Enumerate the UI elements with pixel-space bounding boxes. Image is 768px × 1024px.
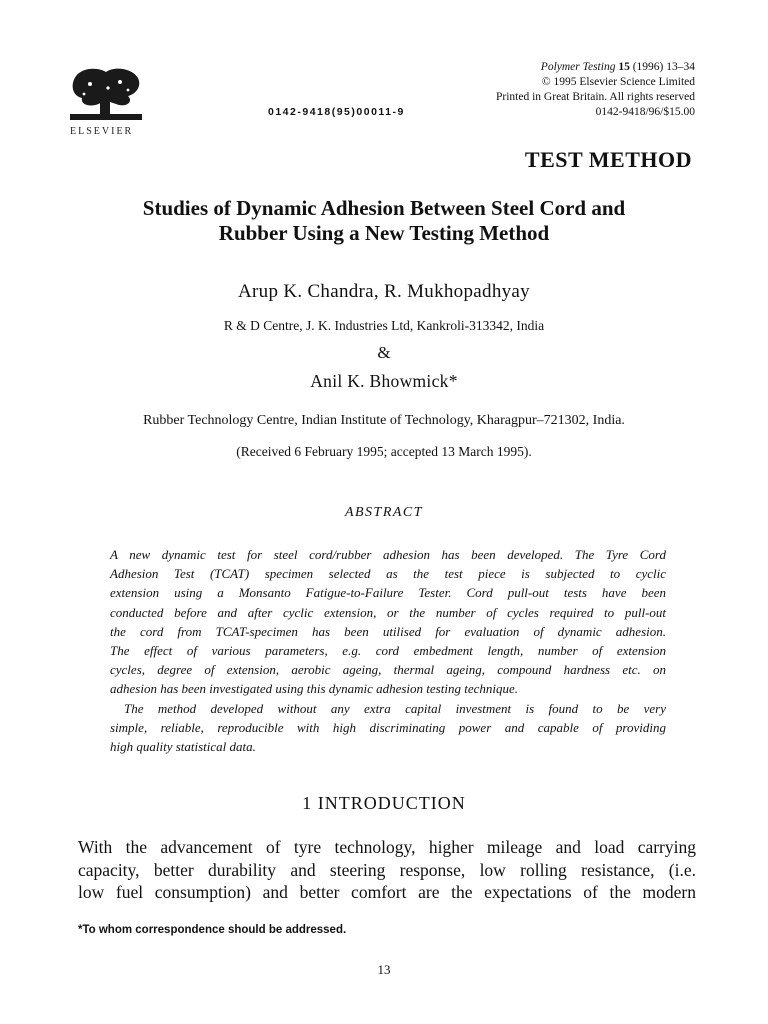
abstract-line: Adhesion Test (TCAT) specimen selected as the test piece is subjected to cyclic xyxy=(110,566,666,582)
title-line: Studies of Dynamic Adhesion Between Steel Cord and xyxy=(142,196,626,220)
publisher-logo-text: ELSEVIER xyxy=(70,126,134,137)
correspondence-footnote: *To whom correspondence should be addressed. xyxy=(78,924,347,936)
journal-info xyxy=(496,60,695,120)
ampersand: & xyxy=(377,343,391,362)
introduction-heading: 1 INTRODUCTION xyxy=(302,793,466,813)
abstract-line: The method developed without any extra capital investment is found to be very xyxy=(124,700,666,716)
page-number: 13 xyxy=(377,962,391,977)
journal-citation xyxy=(496,60,695,75)
elsevier-tree-icon xyxy=(70,64,142,120)
abstract-line: the cord from TCAT-specimen has been utilised for evaluation of dynamic adhesion. xyxy=(110,623,666,639)
authors-secondary: Anil K. Bhowmick* xyxy=(310,371,458,391)
article-title xyxy=(60,196,708,246)
introduction-line: low fuel consumption) and better comfort are the expectations of the modern xyxy=(78,882,696,902)
section-label: TEST METHOD xyxy=(524,147,692,172)
abstract-heading: ABSTRACT xyxy=(344,505,424,520)
affiliation-primary: R & D Centre, J. K. Industries Ltd, Kankroli-313342, India xyxy=(223,318,545,333)
abstract-line: extension using a Monsanto Fatigue-to-Failure Tester. Cord pull-out tests have been xyxy=(110,585,666,601)
affiliation-secondary: Rubber Technology Centre, Indian Institute of Technology, Kharagpur–721302, India. xyxy=(143,413,625,428)
journal-volume: 15 xyxy=(618,61,630,73)
journal-name: Polymer Testing xyxy=(540,61,616,73)
introduction-line: With the advancement of tyre technology, higher mileage and load carrying xyxy=(78,837,696,857)
abstract-line: A new dynamic test for steel cord/rubber adhesion has been developed. The Tyre Cord xyxy=(110,547,666,562)
copyright-line: © 1995 Elsevier Science Limited xyxy=(541,76,695,88)
abstract-line: conducted before and after cyclic extension, or the number of cycles required to pull-out xyxy=(110,604,666,620)
authors-primary: Arup K. Chandra, R. Mukhopadhyay xyxy=(238,281,530,302)
title-line: Rubber Using a New Testing Method xyxy=(218,221,550,245)
introduction-line: capacity, better durability and steering response, low rolling resistance, (i.e. xyxy=(78,859,696,880)
journal-year-pages: (1996) 13–34 xyxy=(632,61,695,73)
introduction-body xyxy=(78,836,696,904)
printed-line: Printed in Great Britain. All rights reserved xyxy=(496,91,695,103)
abstract-line: adhesion has been investigated using this dynamic adhesion testing technique. xyxy=(110,681,518,697)
abstract-line: cycles, degree of extension, aerobic ageing, thermal ageing, compound hardness etc. on xyxy=(110,662,666,678)
received-dates: (Received 6 February 1995; accepted 13 March 1995). xyxy=(236,444,532,459)
publisher-logo xyxy=(70,64,142,137)
issn-code: 0142-9418(95)00011-9 xyxy=(268,106,405,118)
abstract-line: high quality statistical data. xyxy=(110,739,256,755)
abstract-line: The effect of various parameters, e.g. cord embedment length, number of extension xyxy=(110,643,666,659)
price-code: 0142-9418/96/$15.00 xyxy=(595,106,695,118)
abstract-body xyxy=(110,545,666,756)
abstract-line: simple, reliable, reproducible with high discriminating power and capable of providing xyxy=(110,719,666,735)
